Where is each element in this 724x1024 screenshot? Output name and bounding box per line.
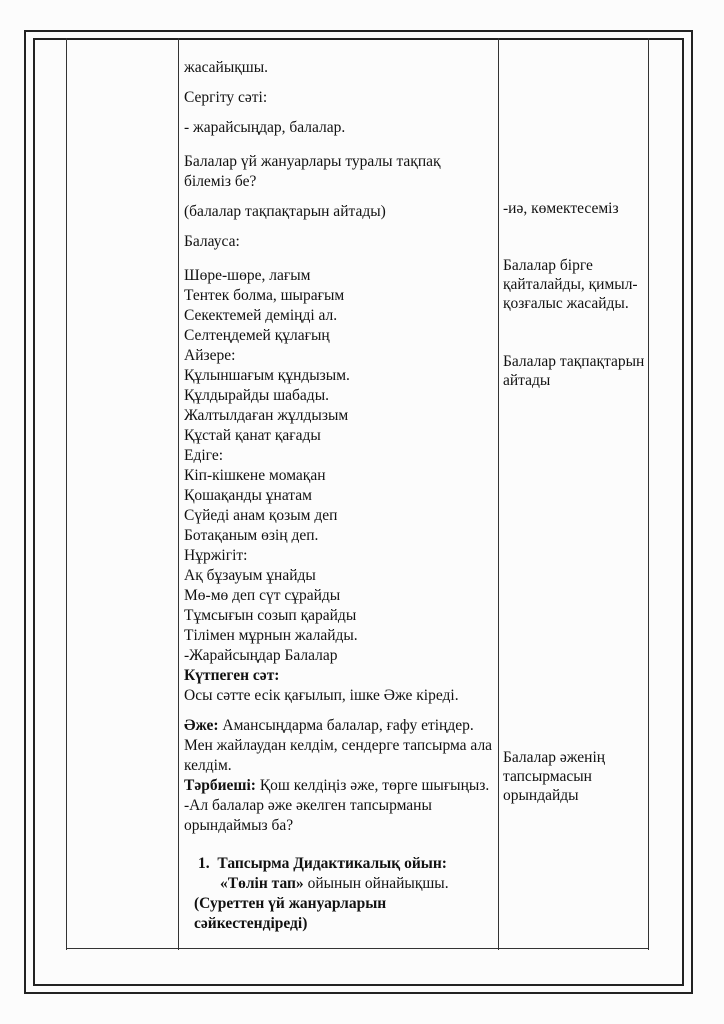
- surprise-heading: Күтпеген сәт:: [184, 667, 280, 684]
- intro-text: жасайықшы.: [184, 59, 269, 76]
- children-response-3: Балалар тақпақтарын айтады: [503, 353, 645, 389]
- poem-line: Селтеңдемей құлағың: [184, 327, 330, 344]
- task-note: (Суреттен үй жануарларын сәйкестендіреді): [194, 895, 387, 932]
- surprise-text: Осы сәтте есік қағылып, ішке Әже кіреді.: [184, 687, 459, 704]
- poem-line: Секектемей деміңді ал.: [184, 307, 338, 324]
- poem-line: Құлдырайды шабады.: [184, 387, 329, 404]
- table-column-divider-3: [498, 38, 499, 950]
- teacher-question: -Ал балалар әже әкелген тапсырманы орындаймыз ба?: [184, 797, 432, 834]
- poem-line: Тұмсығын созып қарайды: [184, 607, 357, 624]
- teacher-speech: Тәрбиеші: Қош келдіңіз әже, төрге шығыңыз.: [184, 777, 490, 794]
- table-bottom-border: [66, 948, 648, 949]
- answer-text: (балалар тақпақтарын айтады): [184, 203, 386, 220]
- table-column-divider-1: [66, 38, 67, 950]
- poem-line: Шөре-шөре, лағым: [184, 267, 311, 284]
- poem-line: Жалтылдаған жұлдызым: [184, 407, 349, 424]
- task-game: «Төлін тап» ойынын ойнайықшы.: [220, 875, 449, 892]
- poem-block: [184, 266, 496, 706]
- speaker-label: Айзере:: [184, 347, 236, 364]
- poem-line: Қошақанды ұнатам: [184, 487, 312, 504]
- poem-line: Ақ бұзауым ұнайды: [184, 567, 316, 584]
- grandma-speech: Әже: Амансыңдарма балалар, ғафу етіңдер.: [184, 717, 474, 734]
- poem-line: Мө-мө деп сүт сұрайды: [184, 587, 341, 604]
- sergitu-heading: Сергіту сәті:: [184, 89, 268, 106]
- task-block: [184, 854, 496, 934]
- balausa-label: Балауса:: [184, 233, 240, 250]
- teacher-activity-column: [184, 58, 496, 934]
- poem-line: Ботақаным өзің деп.: [184, 527, 319, 544]
- task-title: 1. Тапсырма Дидактикалық ойын:: [198, 855, 447, 872]
- praise-line: - жарайсыңдар, балалар.: [184, 119, 346, 136]
- table-column-divider-4: [648, 38, 649, 950]
- children-response-1: -иә, көмектесеміз: [503, 200, 619, 217]
- speaker-label: Нұржігіт:: [184, 547, 248, 564]
- speaker-label: Едіге:: [184, 447, 223, 464]
- poem-line: Құстай қанат қағады: [184, 427, 321, 444]
- grandma-speech-2: Мен жайлаудан келдім, сендерге тапсырма ала келдім.: [184, 737, 493, 774]
- poem-line: Кіп-кішкене момақан: [184, 467, 326, 484]
- children-response-4: Балалар әженің тапсырмасын орындайды: [503, 749, 606, 804]
- table-column-divider-2: [178, 38, 179, 950]
- poem-line: Тілімен мұрнын жалайды.: [184, 627, 358, 644]
- children-response-2: Балалар бірге қайталайды, қимыл-қозғалыс жасайды.: [503, 257, 638, 312]
- poem-line: Тентек болма, шырағым: [184, 287, 345, 304]
- question-text: Балалар үй жануарлары туралы тақпақ білеміз бе?: [184, 153, 441, 190]
- closing-line: -Жарайсыңдар Балалар: [184, 647, 338, 664]
- poem-line: Құлыншағым құндызым.: [184, 367, 350, 384]
- poem-line: Сүйеді анам қозым деп: [184, 507, 338, 524]
